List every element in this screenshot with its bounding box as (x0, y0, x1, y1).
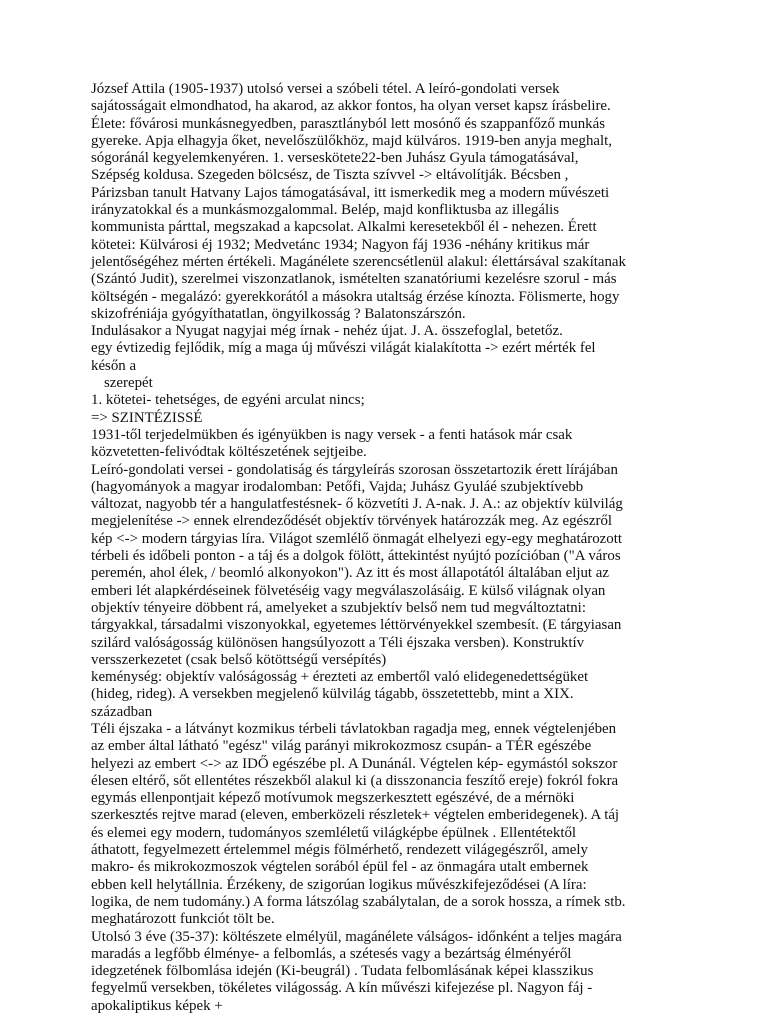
paragraph-biography: József Attila (1905-1937) utolsó versei a szóbeli tétel. A leíró-gondolati versek sajátosságait elmondhatod, ha akarod, az akkor fontos, ha olyan verset kapsz írásbelire. Élete: fővárosi munkásnegyedben, parasztlányból lett mosónő és szappanfőző munkás gyereke. Apja elhagyja őket, nevelőszülőkhöz, majd külváros. 1919-ben anyja meghalt, sógoránál kegyelemkenyéren. 1. verseskötete22-ben Juhász Gyula támogatásával, Szépség koldusa. Szegeden bölcsész, de Tiszta szívvel -> eltávolítják. Bécsben , Párizsban tanult Hatvany Lajos támogatásával, itt ismerkedik meg a modern művészeti irányzatokkal és a munkásmozgalommal. Belép, majd konfliktusba az illegális kommunista párttal, megszakad a kapcsolat. Alkalmi keresetekből él - nehezen. Érett kötetei: Külvárosi éj 1932; Medvetánc 1934; Nagyon fáj 1936 -néhány kritikus már jelentőségéhez mérten értékeli. Magánélete szerencsétlenül alakul: élettársával szakítanak (Szántó Judit), szerelmei viszonzatlanok, ismételten szanatóriumi kezelésre szorul - más költségén - megalázó: gyerekkorától a másokra utaltság érzése kínozta. Fölismerte, hogy skizofréniája gyógyíthatatlan, öngyilkosság ? Balatonszárszón. (91, 81, 626, 322)
paragraph-development: egy évtizedig fejlődik, míg a maga új művészi világát kialakította -> ezért mérték fel későn a (91, 340, 596, 374)
paragraph-hardness: keménység: objektív valóságosság + érezteti az embertől való elidegenedettségüket (hideg, rideg). A versekben megjelenő külvilág tágabb, összetettebb, mint a XIX. században (91, 669, 589, 720)
document-text (91, 81, 626, 1015)
paragraph-development-continued: szerepét (104, 375, 153, 392)
paragraph-beginnings: Indulásakor a Nyugat nagyjai még írnak - nehéz újat. J. A. összefoglal, betetőz. (91, 323, 563, 340)
paragraph-winter-night: Téli éjszaka - a látványt kozmikus térbeli távlatokban ragadja meg, ennek végtelenjében az ember által látható "egész" világ parányi mikrokozmosz csupán- a TÉR egészébe helyezi az embert <-> az IDŐ egészébe pl. A Dunánál. Végtelen kép- egymástól sokszor élesen eltérő, sőt ellentétes részekből alakul ki (a disszonancia feszítő ereje) fokról fokra egymás ellenpontjait képező motívumok megszerkesztett egészévé, de a mérnöki szerkesztés rejtve marad (eleven, emberközeli részletek+ végtelen emberidegenek). A táj és elemei egy modern, tudományos szemléletű világképbe épülnek . Ellentétektől áthatott, fegyelmezett értelemmel mégis fölmérhető, rendezett világegészről, amely makro- és mikrokozmoszok végtelen sorából épül fel - az önmagára utalt embernek ebben kell helytállnia. Érzékeny, de szigorúan logikus művészkifejeződései (A líra: logika, de nem tudomány.) A forma látszólag szabálytalan, de a sorok hossza, a rímek stb. meghatározott funkciót tölt be. (91, 720, 626, 928)
paragraph-1931: 1931-től terjedelmükben és igényükben is nagy versek - a fenti hatások már csak közvetetten-felivódtak költészetének sejtjeibe. (91, 426, 573, 461)
paragraph-descriptive-poems: Leíró-gondolati versei - gondolatiság és tárgyleírás szorosan összetartozik érett lírájában (hagyományok a magyar irodalomban: Petőfi, Vajda; Juhász Gyuláé szubjektívebb változat, nagyobb tér a hangulatfestésnek- ő közvetíti J. A-nak. J. A.: az objektív külvilág megjelenítése -> ennek elrendeződését objektív törvények határozzák meg. Az egészről kép <-> modern tárgyias líra. Világot szemlélő önmagát elhelyezi egy-egy meghatározott térbeli és időbeli ponton - a táj és a dolgok fölött, áttekintést nyújtó pozícióban ("A város peremén, ahol élek, / beomló alkonyokon"). Az itt és most állapotától általában eljut az emberi lét alapkérdéseinek fölvetéséig vagy megválaszolásáig. E külső világnak olyan objektív tényeire döbbent rá, amelyeket a szubjektív belső nem tud megváltoztatni: tárgyakkal, társadalmi viszonyokkal, egyetemes léttörvényekkel szembesít. (E tárgyiasan szilárd valóságosság különösen hangsúlyozott a Téli éjszaka versben). Konstruktív versszerkezetet (csak belső kötöttségű versépítés) (91, 461, 623, 668)
paragraph-last-years: Utolsó 3 éve (35-37): költészete elmélyül, magánélete válságos- időnként a teljes magára maradás a legfőbb élménye- a felbomlás, a szétesés vagy a bezártság élményéről idegzetének fölbomlása idején (Ki-beugrál) . Tudata felbomlásának képei klasszikus fegyelmű versekben, tökéletes világosság. A kín művészi kifejezése pl. Nagyon fáj - apokaliptikus képek + (91, 928, 622, 1014)
paragraph-first-volumes: 1. kötetei- tehetséges, de egyéni arculat nincs; (91, 392, 365, 409)
paragraph-synthesis: => SZINTÉZISSÉ (91, 409, 203, 426)
